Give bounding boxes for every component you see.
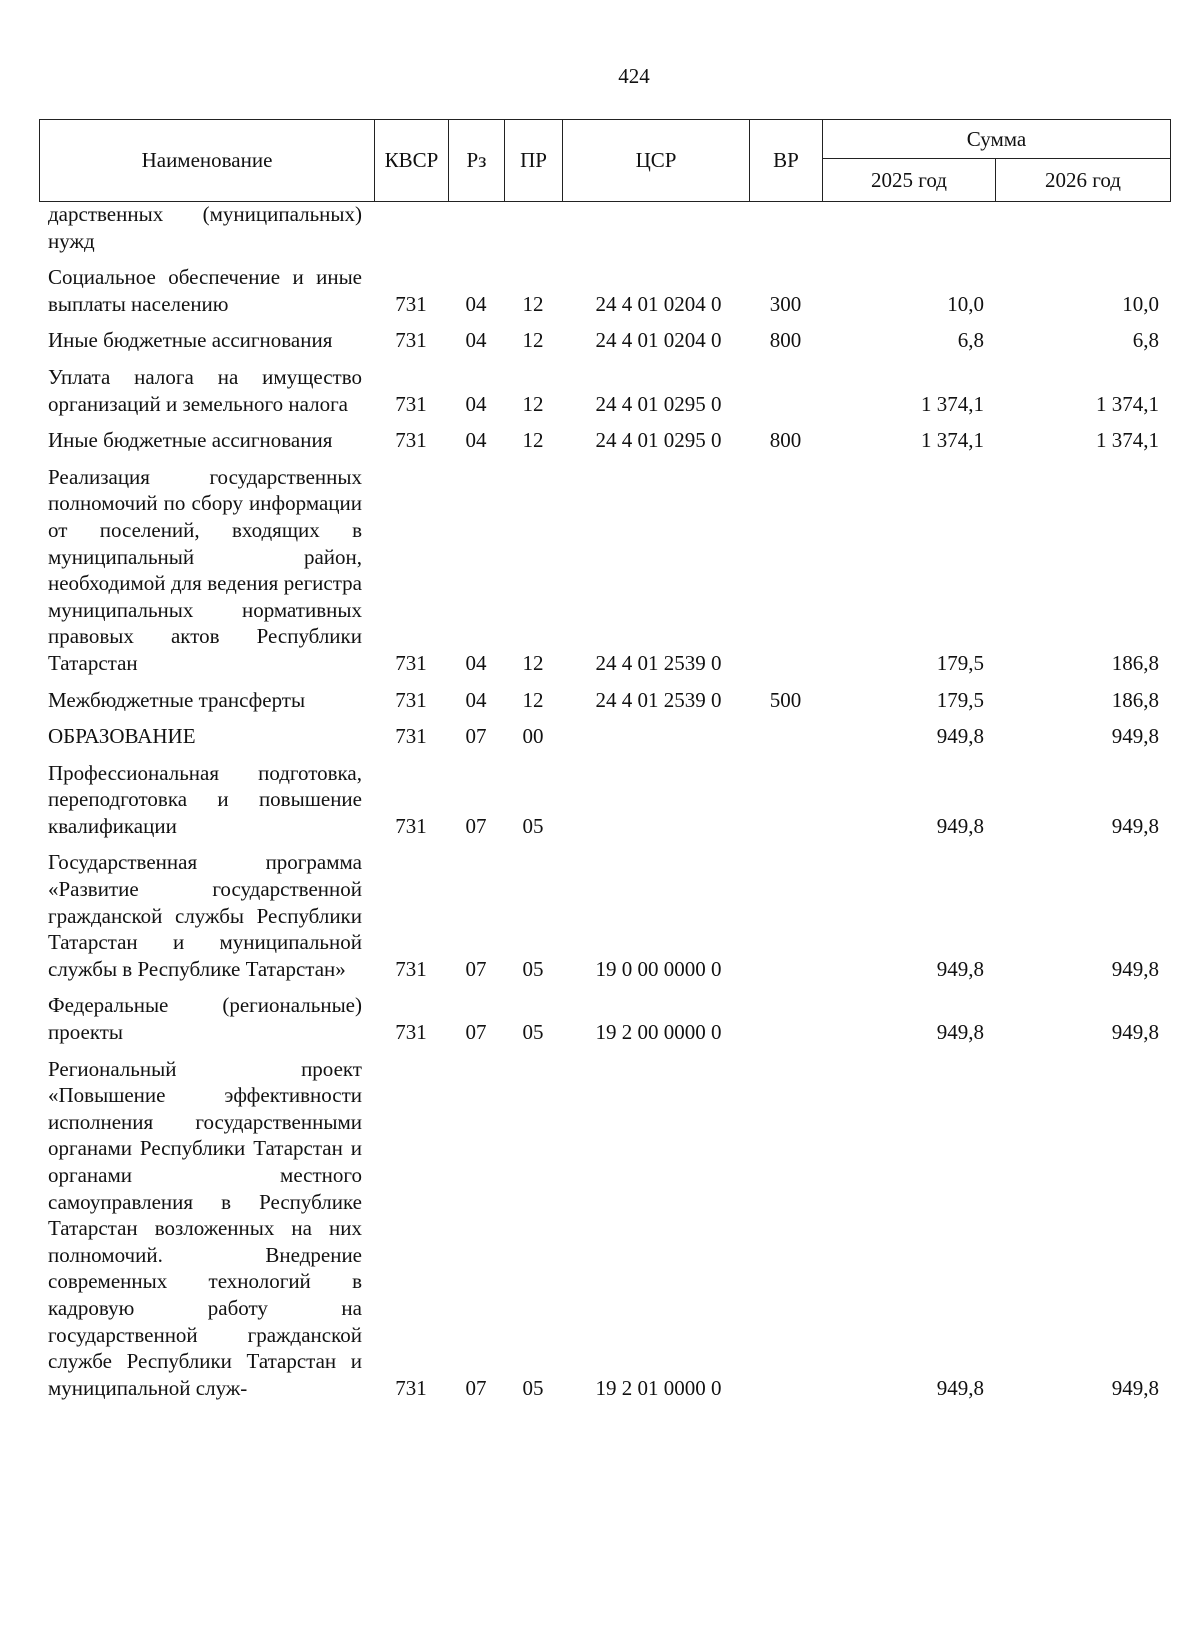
- row-name: Профессиональная подготовка, переподготовка и повышение квалификации: [48, 760, 362, 838]
- row-sum-2026: 949,8: [1111, 1020, 1159, 1045]
- row-pr: 12: [522, 428, 544, 453]
- row-sum-2026: 186,8: [1111, 650, 1159, 675]
- row-csr: 19 2 00 0000 0: [595, 1020, 722, 1045]
- header-year-2025: 2025 год: [823, 159, 996, 202]
- row-kvsr: 731: [395, 813, 427, 838]
- row-sum-2026: 949,8: [1111, 956, 1159, 981]
- row-pr: 05: [522, 1375, 544, 1400]
- row-sum-2025: 179,5: [936, 687, 984, 712]
- row-sum-2025: 10,0: [947, 291, 984, 316]
- row-sum-2026: 1 374,1: [1096, 428, 1159, 453]
- row-rz: 04: [465, 650, 487, 675]
- row-name: дарственных (муниципальных) нужд: [48, 202, 362, 253]
- row-pr: 05: [522, 1020, 544, 1045]
- row-kvsr: 731: [395, 650, 427, 675]
- row-rz: 04: [465, 291, 487, 316]
- row-sum-2025: 179,5: [936, 650, 984, 675]
- row-sum-2025: 949,8: [936, 1375, 984, 1400]
- header-pr: ПР: [505, 120, 563, 202]
- table-body: [39, 201, 1170, 1411]
- row-rz: 07: [465, 1020, 487, 1045]
- table-row: [39, 760, 1170, 840]
- row-csr: 24 4 01 0295 0: [595, 391, 722, 416]
- row-pr: 05: [522, 956, 544, 981]
- header-year-2026: 2026 год: [996, 159, 1171, 202]
- row-name: Межбюджетные трансферты: [48, 687, 306, 712]
- row-sum-2025: 6,8: [957, 328, 984, 353]
- row-name: Государственная программа «Развитие государственной гражданской службы Республики Татарстан и муниципальной службы в Республике Татарстан»: [48, 850, 362, 981]
- page-number: 424: [618, 64, 650, 88]
- header-kvsr: КВСР: [375, 120, 449, 202]
- row-vr: 800: [769, 428, 802, 453]
- row-kvsr: 731: [395, 328, 427, 353]
- row-name: Федеральные (региональные) проекты: [48, 993, 362, 1045]
- row-rz: 04: [465, 391, 487, 416]
- row-kvsr: 731: [395, 956, 427, 981]
- row-rz: 07: [465, 956, 487, 981]
- row-name: Иные бюджетные ассигнования: [48, 328, 333, 353]
- row-rz: 04: [465, 687, 487, 712]
- table-row: [39, 427, 1170, 454]
- row-rz: 07: [465, 724, 487, 749]
- header-rz: Рз: [449, 120, 505, 202]
- row-pr: 12: [522, 687, 544, 712]
- row-csr: 24 4 01 0295 0: [595, 428, 722, 453]
- row-pr: 12: [522, 328, 544, 353]
- row-sum-2026: 949,8: [1111, 1375, 1159, 1400]
- row-rz: 04: [465, 328, 487, 353]
- row-sum-2025: 1 374,1: [921, 391, 984, 416]
- row-kvsr: 731: [395, 291, 427, 316]
- table-row: [39, 464, 1170, 677]
- row-csr: 24 4 01 0204 0: [595, 328, 722, 353]
- row-pr: 00: [522, 724, 544, 749]
- table-header: [39, 119, 1171, 202]
- row-sum-2025: 1 374,1: [921, 428, 984, 453]
- header-name: Наименование: [40, 120, 375, 202]
- row-sum-2025: 949,8: [936, 1020, 984, 1045]
- row-csr: 19 2 01 0000 0: [595, 1375, 722, 1400]
- row-sum-2026: 6,8: [1132, 328, 1159, 353]
- table-row: [39, 687, 1170, 714]
- row-kvsr: 731: [395, 724, 427, 749]
- row-rz: 04: [465, 428, 487, 453]
- row-sum-2025: 949,8: [936, 813, 984, 838]
- row-rz: 07: [465, 813, 487, 838]
- row-vr: 500: [769, 687, 802, 712]
- row-kvsr: 731: [395, 1020, 427, 1045]
- row-kvsr: 731: [395, 687, 427, 712]
- row-csr: 24 4 01 0204 0: [595, 291, 722, 316]
- row-sum-2026: 949,8: [1111, 724, 1159, 749]
- row-kvsr: 731: [395, 428, 427, 453]
- row-vr: 800: [769, 328, 802, 353]
- row-csr: 24 4 01 2539 0: [595, 687, 722, 712]
- row-kvsr: 731: [395, 391, 427, 416]
- row-name: ОБРАЗОВАНИЕ: [48, 724, 196, 749]
- row-pr: 05: [522, 813, 544, 838]
- row-pr: 12: [522, 291, 544, 316]
- row-kvsr: 731: [395, 1375, 427, 1400]
- row-name: Социальное обеспечение и иные выплаты населению: [48, 265, 362, 316]
- row-vr: 300: [769, 291, 802, 316]
- row-sum-2026: 1 374,1: [1096, 391, 1159, 416]
- table-row: [39, 849, 1170, 982]
- row-csr: 19 0 00 0000 0: [595, 956, 722, 981]
- row-sum-2026: 949,8: [1111, 813, 1159, 838]
- row-sum-2026: 10,0: [1122, 291, 1159, 316]
- row-pr: 12: [522, 391, 544, 416]
- table-row: [39, 264, 1170, 317]
- row-pr: 12: [522, 650, 544, 675]
- header-sum: Сумма: [823, 120, 1171, 159]
- table-row: [39, 364, 1170, 417]
- row-name: Уплата налога на имущество организаций и земельного налога: [48, 364, 362, 416]
- table-row: [39, 723, 1170, 750]
- row-csr: 24 4 01 2539 0: [595, 650, 722, 675]
- table-row: [39, 327, 1170, 354]
- row-rz: 07: [465, 1375, 487, 1400]
- row-sum-2025: 949,8: [936, 724, 984, 749]
- header-csr: ЦСР: [563, 120, 750, 202]
- row-name: Региональный проект «Повышение эффективности исполнения государственными органами Республики Татарстан и органами местного самоуправления в Республике Татарстан возложенных на них полномочий. Внедрение современных технологий в кадровую работу на государственной гражданской службе Республики Татарстан и муниципальной служ-: [48, 1056, 362, 1400]
- table-row: [39, 992, 1170, 1045]
- row-sum-2025: 949,8: [936, 956, 984, 981]
- row-sum-2026: 186,8: [1111, 687, 1159, 712]
- header-vr: ВР: [750, 120, 823, 202]
- row-name: Реализация государственных полномочий по сбору информации от поселений, входящих в муниципальный район, необходимой для ведения регистра муниципальных нормативных правовых актов Республики Татарстан: [48, 464, 362, 675]
- table-row: [39, 1056, 1170, 1402]
- row-name: Иные бюджетные ассигнования: [48, 428, 333, 453]
- table-row: [39, 201, 1170, 254]
